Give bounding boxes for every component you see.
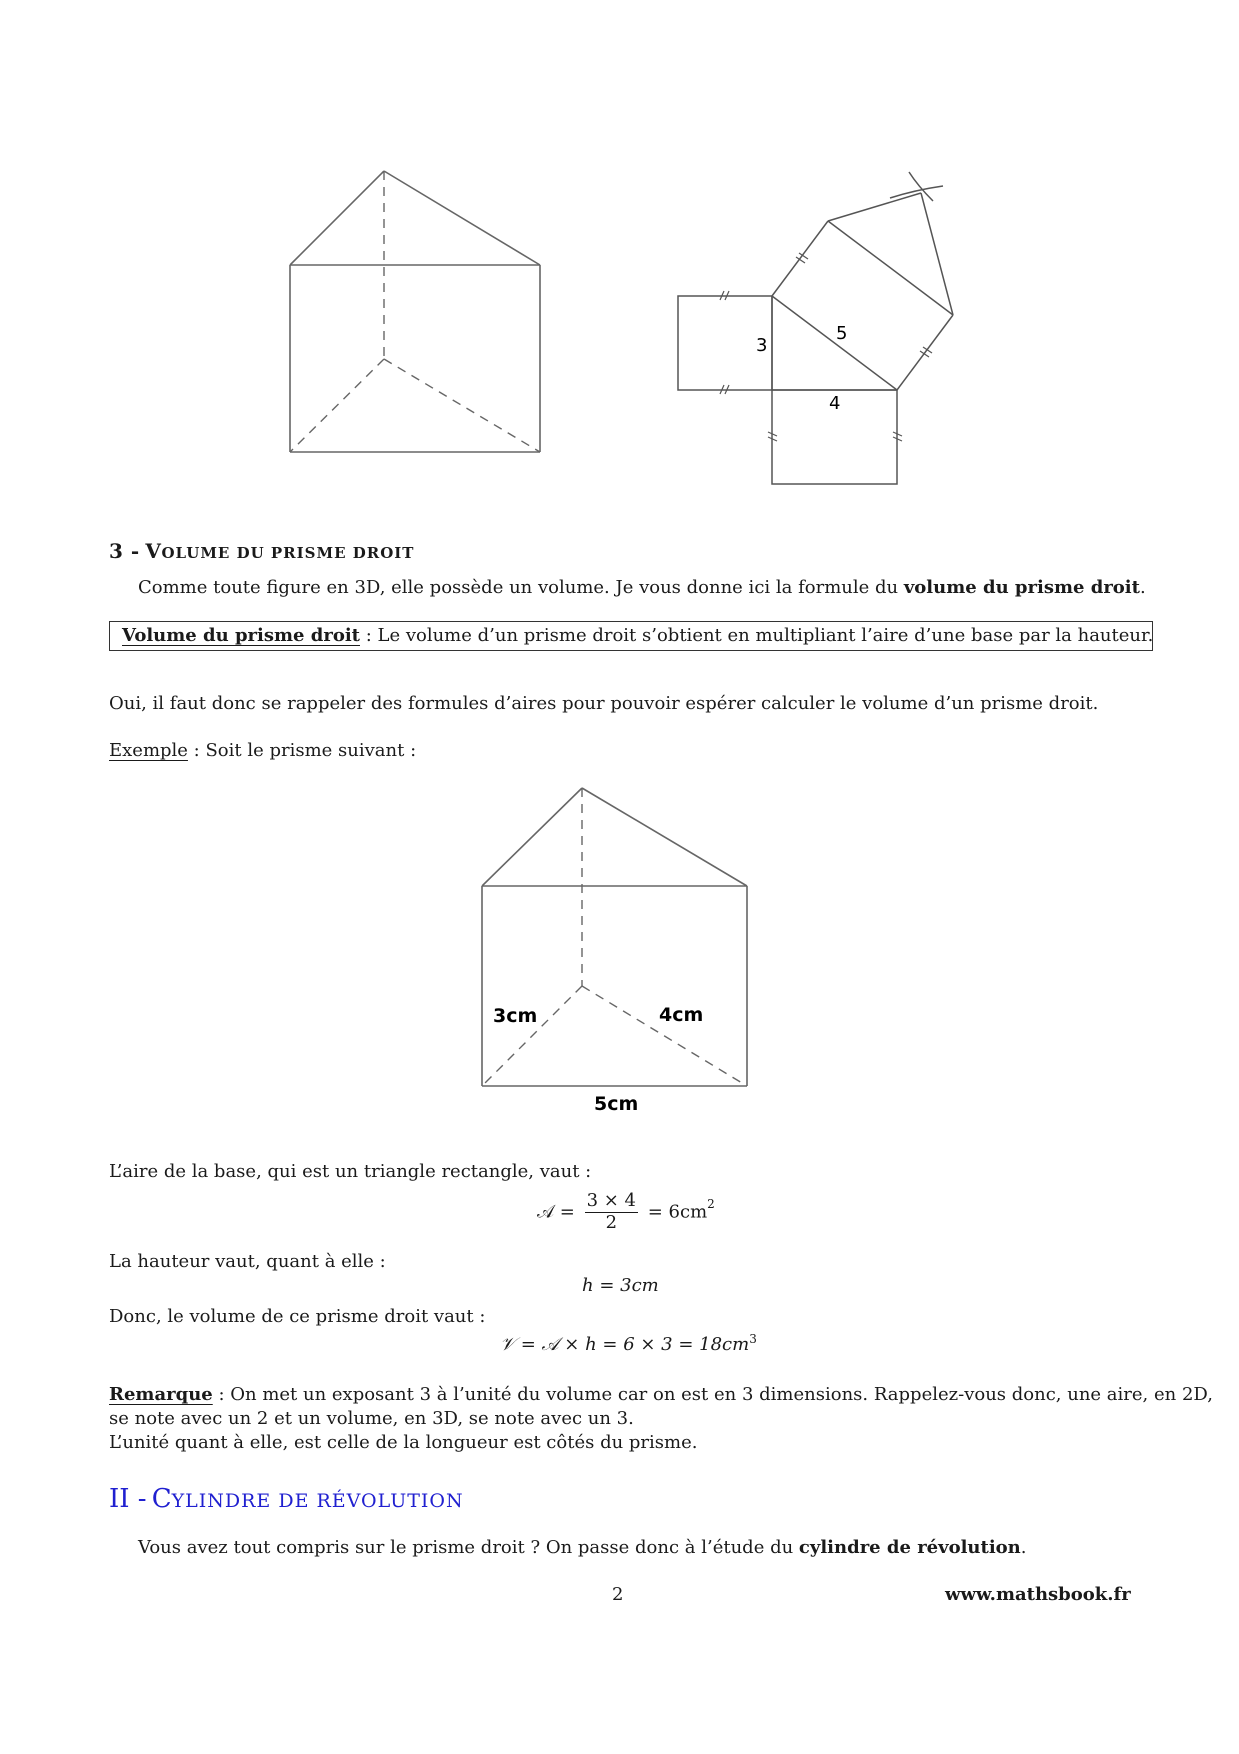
chapter-intro-bold: cylindre de révolution bbox=[798, 1537, 1021, 1558]
area-numerator: 3 × 4 bbox=[586, 1190, 637, 1211]
net-label-side-b: 4 bbox=[829, 393, 841, 414]
net-label-hypotenuse: 5 bbox=[836, 323, 848, 344]
height-intro: La hauteur vaut, quant à elle : bbox=[109, 1251, 386, 1272]
definition-term: Volume du prisme droit bbox=[122, 625, 360, 646]
example-line: Exemple : Soit le prisme suivant : bbox=[109, 740, 417, 761]
area-formula bbox=[537, 1191, 715, 1233]
remark-line1: : On met un exposant 3 à l’unité du volume car on est en 3 dimensions. Rappelez-vous donc, une aire, en 2D, bbox=[212, 1384, 1213, 1405]
section-number: 3 - bbox=[109, 539, 140, 563]
area-intro: L’aire de la base, qui est un triangle rectangle, vaut : bbox=[109, 1161, 592, 1182]
definition-box bbox=[109, 621, 1153, 651]
chapter-title-initial: C bbox=[151, 1484, 172, 1514]
area-rhs: = 6cm bbox=[647, 1201, 708, 1223]
remark-line3: L’unité quant à elle, est celle de la longueur est côtés du prisme. bbox=[109, 1432, 698, 1453]
area-exponent: 2 bbox=[707, 1197, 715, 1211]
remark-line2: se note avec un 2 et un volume, en 3D, se note avec un 3. bbox=[109, 1408, 634, 1429]
label-3cm: 3cm bbox=[493, 1005, 538, 1027]
example-label: Exemple bbox=[109, 740, 188, 761]
page-number: 2 bbox=[612, 1584, 624, 1605]
chapter-number: II - bbox=[109, 1484, 147, 1514]
section-heading-volume bbox=[109, 539, 414, 565]
section-intro: Comme toute figure en 3D, elle possède un volume. Je vous donne ici la formule du volume du prisme droit. bbox=[138, 577, 1146, 598]
section-title-rest: OLUME DU PRISME DROIT bbox=[161, 544, 415, 562]
chapter-heading-cylindre bbox=[109, 1484, 464, 1514]
remark-label: Remarque bbox=[109, 1384, 213, 1405]
section-title-initial: V bbox=[145, 539, 162, 563]
label-4cm: 4cm bbox=[659, 1004, 704, 1026]
area-denominator: 2 bbox=[605, 1212, 618, 1233]
height-formula: h = 3cm bbox=[582, 1275, 659, 1296]
chapter-title-rest: YLINDRE DE RÉVOLUTION bbox=[171, 1490, 464, 1512]
volume-exponent: 3 bbox=[749, 1332, 757, 1346]
remark bbox=[109, 1383, 1213, 1407]
label-5cm: 5cm bbox=[594, 1093, 639, 1115]
definition-text: : Le volume d’un prisme droit s’obtient en multipliant l’aire d’une base par la hauteur. bbox=[359, 625, 1154, 646]
volume-formula bbox=[500, 1327, 757, 1357]
area-lhs: 𝒜 = bbox=[537, 1201, 575, 1223]
area-fraction bbox=[585, 1191, 638, 1233]
paragraph-formulas: Oui, il faut donc se rappeler des formules d’aires pour pouvoir espérer calculer le volume d’un prisme droit. bbox=[109, 693, 1099, 714]
volume-intro: Donc, le volume de ce prisme droit vaut : bbox=[109, 1306, 486, 1327]
prism-net-figure bbox=[0, 0, 1239, 500]
volume-expression: 𝒱 = 𝒜 × h = 6 × 3 = 18cm bbox=[500, 1334, 750, 1355]
prism-example-figure bbox=[0, 760, 1239, 1130]
chapter-intro: Vous avez tout compris sur le prisme droit ? On passe donc à l’étude du cylindre de révolution. bbox=[138, 1537, 1027, 1558]
section-intro-bold: volume du prisme droit bbox=[903, 577, 1140, 598]
footer-site: www.mathsbook.fr bbox=[945, 1584, 1131, 1605]
net-label-side-a: 3 bbox=[756, 335, 768, 356]
